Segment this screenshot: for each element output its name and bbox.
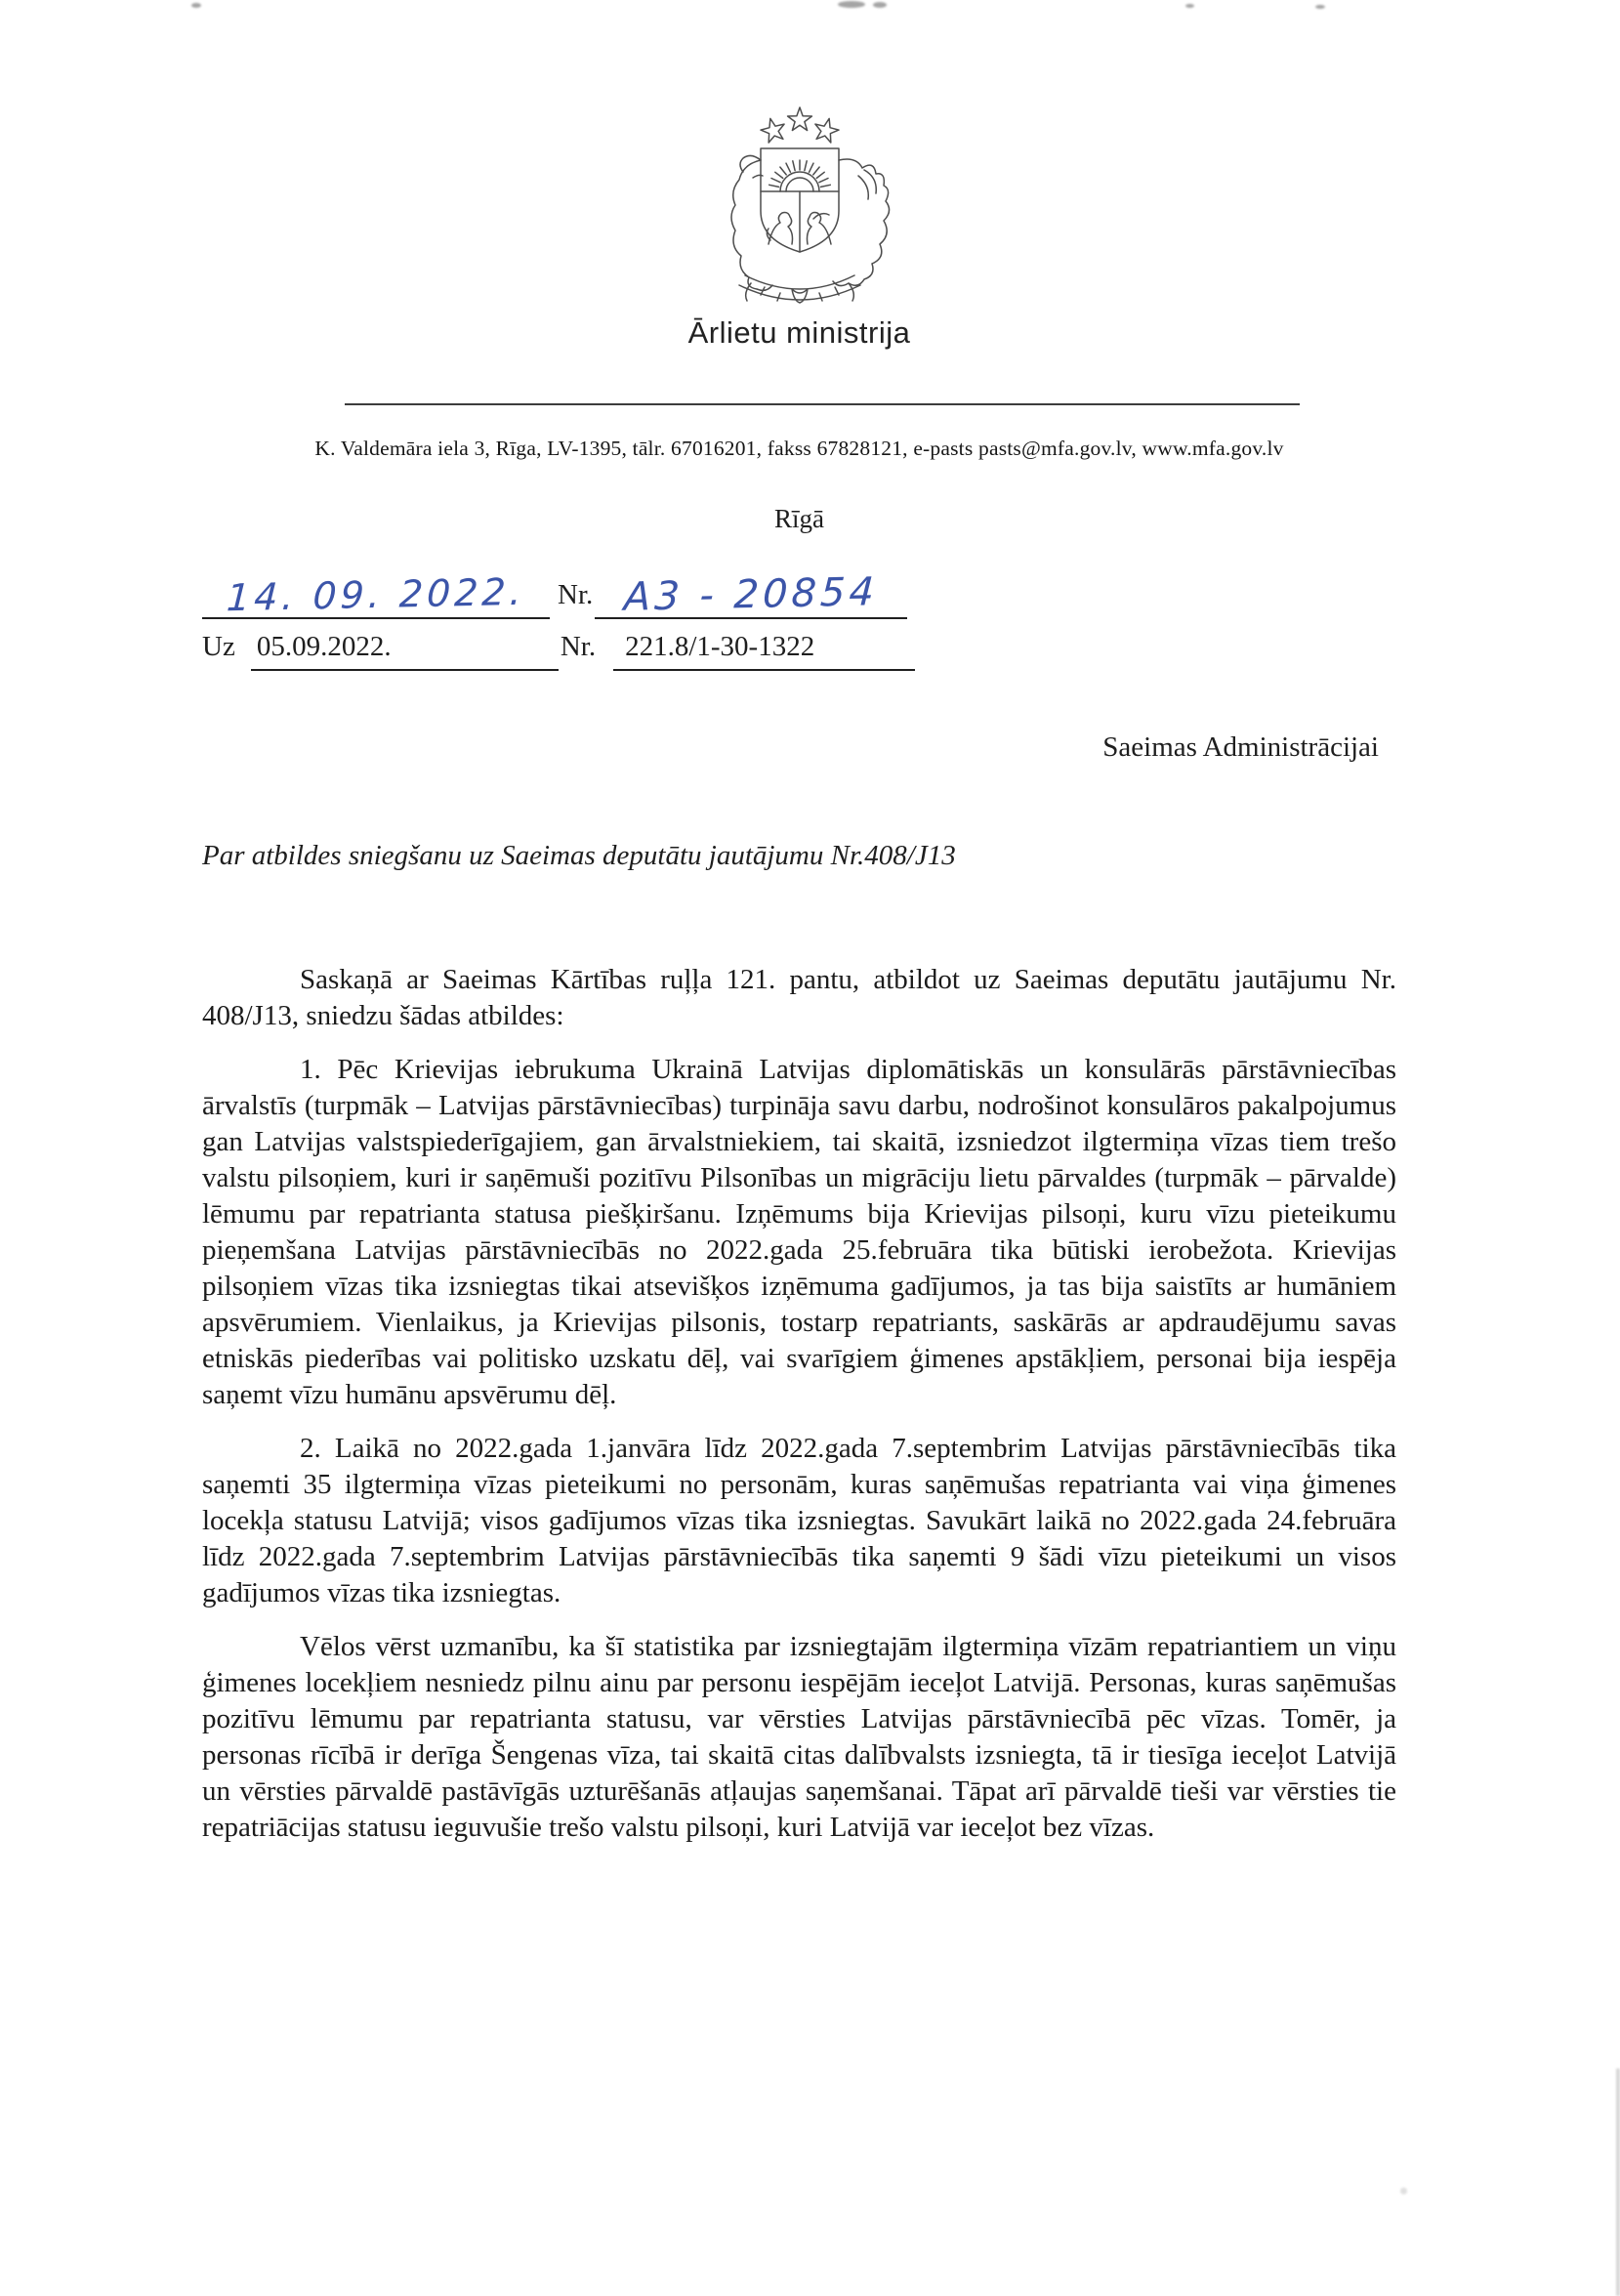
city-label: Rīgā [774,504,824,533]
ministry-name: Ārlietu ministrija [687,315,911,350]
uz-label: Uz [202,631,235,662]
outgoing-reference-row [202,569,1396,620]
body-paragraph-3: Vēlos vērst uzmanību, ka šī statistika par izsniegtajām ilgtermiņa vīzām repatriantiem un viņu ģimenes locekļiem nesniedz pilnu ainu par personu iespējām ieceļot Latvijā. Personas, kuras saņēmušas pozitīvu lēmumu par repatrianta statusu, var vērsties Latvijas pārstāvniecībā pēc vīzas. Tomēr, ja personas rīcībā ir derīga Šengenas vīza, tai skaitā citas dalībvalsts izsniegta, tā ir tiesīga ieceļot Latvijā un vērsties pārvaldē pastāvīgās uzturēšanās atļaujas saņemšanai. Tāpat arī pārvaldē tieši var vērsties tie repatriācijas statusu ieguvušie trešo valstu pilsoņi, kuri Latvijā var ieceļot bez vīzas. [202,1631,1396,1843]
body-paragraph-2: 2. Laikā no 2022.gada 1.janvāra līdz 2022.gada 7.septembrim Latvijas pārstāvniecībās tika saņemti 35 ilgtermiņa vīzas pieteikumi no personām, kuras saņēmušas repatrianta vai viņa ģimenes locekļa statusu Latvijā; visos gadījumos vīzas tika izsniegtas. Savukārt laikā no 2022.gada 24.februāra līdz 2022.gada 7.septembrim Latvijas pārstāvniecībās tika saņemti 9 šādi vīzu pieteikumi un visos gadījumos vīzas tika izsniegtas. [202,1433,1396,1608]
body-paragraph-1: 1. Pēc Krievijas iebrukuma Ukrainā Latvijas diplomātiskās un konsulārās pārstāvniecības ārvalstīs (turpmāk – Latvijas pārstāvniecības) turpināja savu darbu, nodrošinot konsulāros pakalpojumus gan Latvijas valstspiederīgajiem, gan ārvalstniekiem, tai skaitā, izsniedzot ilgtermiņa vīzas tiem trešo valstu pilsoņiem, kuri ir saņēmuši pozitīvu Pilsonības un migrāciju lietu pārvaldes (turpmāk – pārvalde) lēmumu par repatrianta statusa piešķiršanu. Izņēmums bija Krievijas pilsoņi, kuru vīzu pieteikumu pieņemšana Latvijas pārstāvniecībās no 2022.gada 25.februāra tika būtiski ierobežota. Krievijas pilsoņiem vīzas tika izsniegtas tikai atsevišķos izņēmuma gadījumos, ja tas bija saistīts ar humāniem apsvērumiem. Vienlaikus, ja Krievijas pilsonis, tostarp repatriants, saskārās ar apdraudējumu savas etniskās piederības vai politisko uzskatu dēļ, vai svarīgiem ģimenes apstākļiem, personai bija iespēja saņemt vīzu humānu apsvērumu dēļ. [202,1054,1396,1410]
incoming-reference-row [202,631,1396,671]
letterhead [202,0,1396,351]
address-line: K. Valdemāra iela 3, Rīga, LV-1395, tālr. 67016201, fakss 67828121, e-pasts pasts@mfa.gov.lv, www.mfa.gov.lv [314,437,1284,460]
reference-block [202,569,1396,671]
incoming-date: 05.09.2022. [256,631,392,662]
handwritten-date: 14. 09. 2022. [226,569,526,620]
nr-label: Nr. [558,579,594,610]
outgoing-number-field [595,569,907,620]
subject-line: Par atbildes sniegšanu uz Saeimas deputātu jautājumu Nr.408/J13 [202,840,956,871]
letter-body [202,962,1396,1846]
nr-label: Nr. [560,631,597,662]
recipient: Saeimas Administrācijai [1102,731,1379,763]
incoming-date-field [251,631,559,671]
handwritten-number: A3 - 20854 [623,569,880,620]
incoming-number: 221.8/1-30-1322 [625,631,815,662]
latvia-coat-of-arms-icon [683,102,917,312]
body-intro-paragraph: Saskaņā ar Saeimas Kārtības ruļļa 121. pantu, atbildot uz Saeimas deputātu jautājumu Nr. 408/J13, sniedzu šādas atbildes: [202,964,1396,1031]
outgoing-date-field [202,569,550,620]
incoming-number-field [613,631,915,671]
